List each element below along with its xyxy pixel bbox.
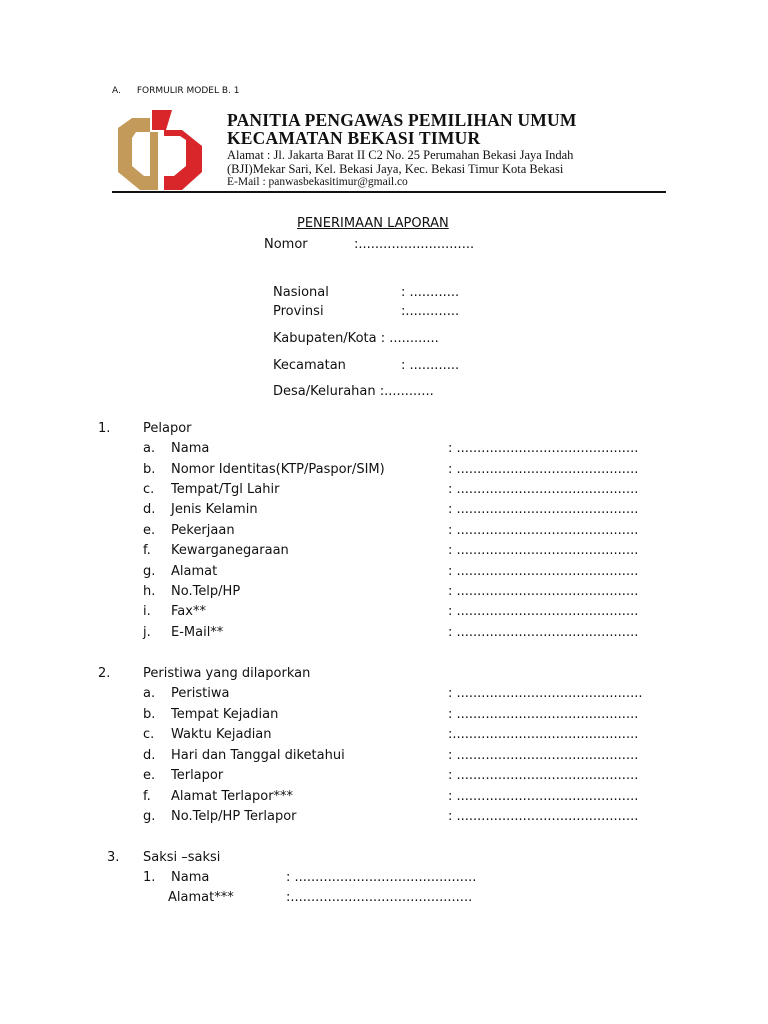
item-letter: i. (143, 604, 151, 619)
item-label: Alamat Terlapor*** (171, 789, 294, 804)
section-number: 1. (98, 421, 111, 436)
section-number: 3. (107, 850, 120, 865)
item-letter: g. (143, 809, 156, 824)
item-label: Nama (171, 441, 210, 456)
section-title: Saksi –saksi (143, 850, 221, 865)
item-letter: b. (143, 707, 156, 722)
item-letter: a. (143, 686, 156, 701)
item-label: Alamat*** (168, 890, 234, 905)
item-label: Alamat (171, 564, 218, 579)
level-label: Kecamatan (273, 358, 346, 373)
item-letter: c. (143, 727, 155, 742)
level-label: Kabupaten/Kota : ............ (273, 331, 439, 346)
item-label: E-Mail** (171, 625, 224, 640)
item-value: : ............................................ (448, 462, 639, 477)
item-letter: a. (143, 441, 156, 456)
item-value: : ............................................. (448, 686, 643, 701)
item-label: Fax** (171, 604, 206, 619)
nomor-label: Nomor (264, 237, 308, 252)
item-letter: d. (143, 748, 156, 763)
item-letter: b. (143, 462, 156, 477)
item-label: Tempat Kejadian (171, 707, 279, 722)
form-title: PENERIMAAN LAPORAN (297, 216, 449, 231)
form-code-label: FORMULIR MODEL B. 1 (136, 86, 240, 96)
item-value: : ............................................ (448, 543, 639, 558)
item-value: : ............................................ (448, 564, 639, 579)
item-value: : ............................................ (448, 604, 639, 619)
item-label: Nama (171, 870, 210, 885)
item-value: :............................................ (286, 890, 473, 905)
level-label: Nasional (273, 285, 329, 300)
item-letter: 1. (143, 870, 156, 885)
item-value: :............................................. (448, 727, 639, 742)
item-label: Jenis Kelamin (171, 502, 258, 517)
section-title: Pelapor (143, 421, 192, 436)
item-letter: d. (143, 502, 156, 517)
item-value: : ............................................ (448, 523, 639, 538)
item-value: : ............................................ (448, 707, 639, 722)
item-value: : ............................................ (448, 809, 639, 824)
item-label: Hari dan Tanggal diketahui (171, 748, 345, 763)
level-value: : ............ (401, 285, 460, 300)
item-letter: h. (143, 584, 156, 599)
org-name-line2: KECAMATAN BEKASI TIMUR (227, 128, 481, 148)
section-title: Peristiwa yang dilaporkan (143, 666, 311, 681)
item-value: : ............................................ (448, 789, 639, 804)
item-label: Peristiwa (171, 686, 230, 701)
item-letter: c. (143, 482, 155, 497)
item-label: No.Telp/HP Terlapor (171, 809, 297, 824)
item-label: Terlapor (171, 768, 224, 783)
item-letter: e. (143, 768, 156, 783)
item-label: Pekerjaan (171, 523, 235, 538)
level-value: : ............ (401, 358, 460, 373)
section-number: 2. (98, 666, 111, 681)
item-label: No.Telp/HP (171, 584, 241, 599)
address-line1: Alamat : Jl. Jakarta Barat II C2 No. 25 Perumahan Bekasi Jaya Indah (227, 148, 574, 162)
item-label: Kewarganegaraan (171, 543, 289, 558)
form-code (112, 86, 240, 96)
header-divider (112, 191, 666, 193)
item-letter: j. (143, 625, 151, 640)
org-name-line1: PANITIA PENGAWAS PEMILIHAN UMUM (227, 110, 577, 130)
item-value: : ............................................ (448, 482, 639, 497)
item-value: : ............................................ (448, 502, 639, 517)
address-line2: (BJI)Mekar Sari, Kel. Bekasi Jaya, Kec. Bekasi Timur Kota Bekasi (227, 162, 564, 176)
item-value: : ............................................ (448, 625, 639, 640)
level-value: :............. (401, 304, 460, 319)
item-value: : ............................................ (448, 748, 639, 763)
nomor-value: :............................ (354, 237, 475, 252)
item-letter: e. (143, 523, 156, 538)
item-label: Waktu Kejadian (171, 727, 272, 742)
item-value: : ............................................ (448, 441, 639, 456)
bawaslu-logo-icon (112, 110, 204, 192)
item-label: Nomor Identitas(KTP/Paspor/SIM) (171, 462, 385, 477)
item-value: : ............................................ (286, 870, 477, 885)
level-label: Desa/Kelurahan :............ (273, 384, 434, 399)
item-letter: f. (143, 543, 151, 558)
item-letter: f. (143, 789, 151, 804)
form-code-prefix: A. (112, 86, 121, 96)
email-line: E-Mail : panwasbekasitimur@gmail.co (227, 176, 408, 188)
item-letter: g. (143, 564, 156, 579)
level-label: Provinsi (273, 304, 324, 319)
item-label: Tempat/Tgl Lahir (171, 482, 280, 497)
item-value: : ............................................ (448, 768, 639, 783)
item-value: : ............................................ (448, 584, 639, 599)
